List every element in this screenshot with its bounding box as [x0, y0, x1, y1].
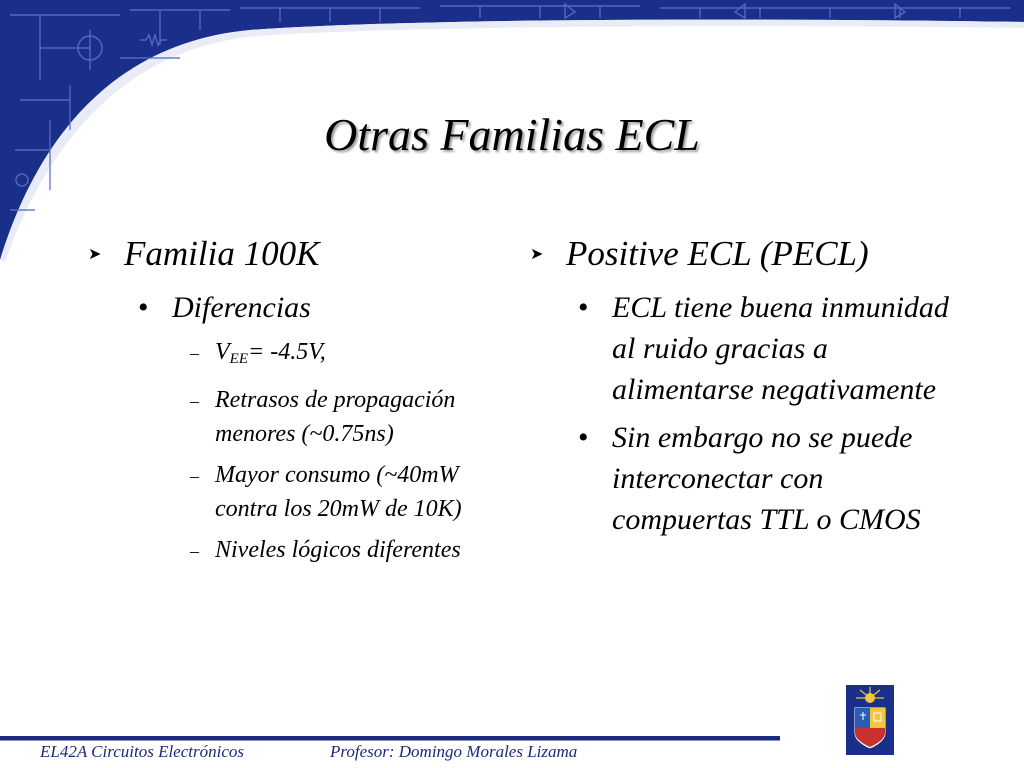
power-text: Mayor consumo (~40mW contra los 20mW de 10K) — [215, 462, 462, 522]
footer-course: EL42A Circuitos Electrónicos — [40, 742, 244, 761]
dash-icon: – — [190, 466, 199, 486]
right-column — [530, 232, 950, 547]
dash-icon: – — [190, 541, 199, 561]
vee-value: = -4.5V, — [248, 339, 326, 365]
vee-prefix: V — [215, 339, 230, 365]
bullet-icon: • — [578, 291, 589, 324]
arrow-bullet-icon: ➤ — [88, 246, 102, 263]
left-column — [88, 232, 488, 575]
university-logo — [846, 685, 894, 755]
slide-title: Otras Familias ECL — [324, 109, 700, 160]
right-bullet-2-text: Sin embargo no se puede interconectar con compuertas TTL o CMOS — [612, 421, 921, 536]
right-bullet-2 — [578, 417, 950, 540]
levels-text: Niveles lógicos diferentes — [215, 537, 461, 563]
bullet-icon: • — [138, 291, 149, 324]
right-heading: Positive ECL (PECL) — [566, 234, 869, 273]
left-heading: Familia 100K — [124, 234, 320, 273]
footer-professor: Profesor: Domingo Morales Lizama — [330, 742, 578, 761]
dash-icon: – — [190, 343, 199, 363]
dash-icon: – — [190, 391, 199, 411]
left-subitem-levels — [190, 533, 488, 568]
left-subitem-delays — [190, 383, 488, 451]
right-bullet-1 — [578, 287, 950, 410]
footer-rule — [0, 736, 780, 741]
left-subitem-vee — [190, 335, 488, 376]
right-bullet-1-text: ECL tiene buena inmunidad al ruido gracias a alimentarse negativamente — [612, 291, 949, 406]
left-bullet-row — [138, 287, 488, 328]
arrow-bullet-icon: ➤ — [530, 246, 544, 263]
left-heading-row — [88, 232, 488, 283]
right-heading-row — [530, 232, 950, 283]
left-subitem-power — [190, 458, 488, 526]
vee-subscript: EE — [229, 351, 248, 367]
left-bullet-text: Diferencias — [172, 291, 311, 324]
delays-text: Retrasos de propagación menores (~0.75ns) — [215, 387, 456, 447]
vee-text — [215, 335, 488, 376]
bullet-icon: • — [578, 421, 589, 454]
